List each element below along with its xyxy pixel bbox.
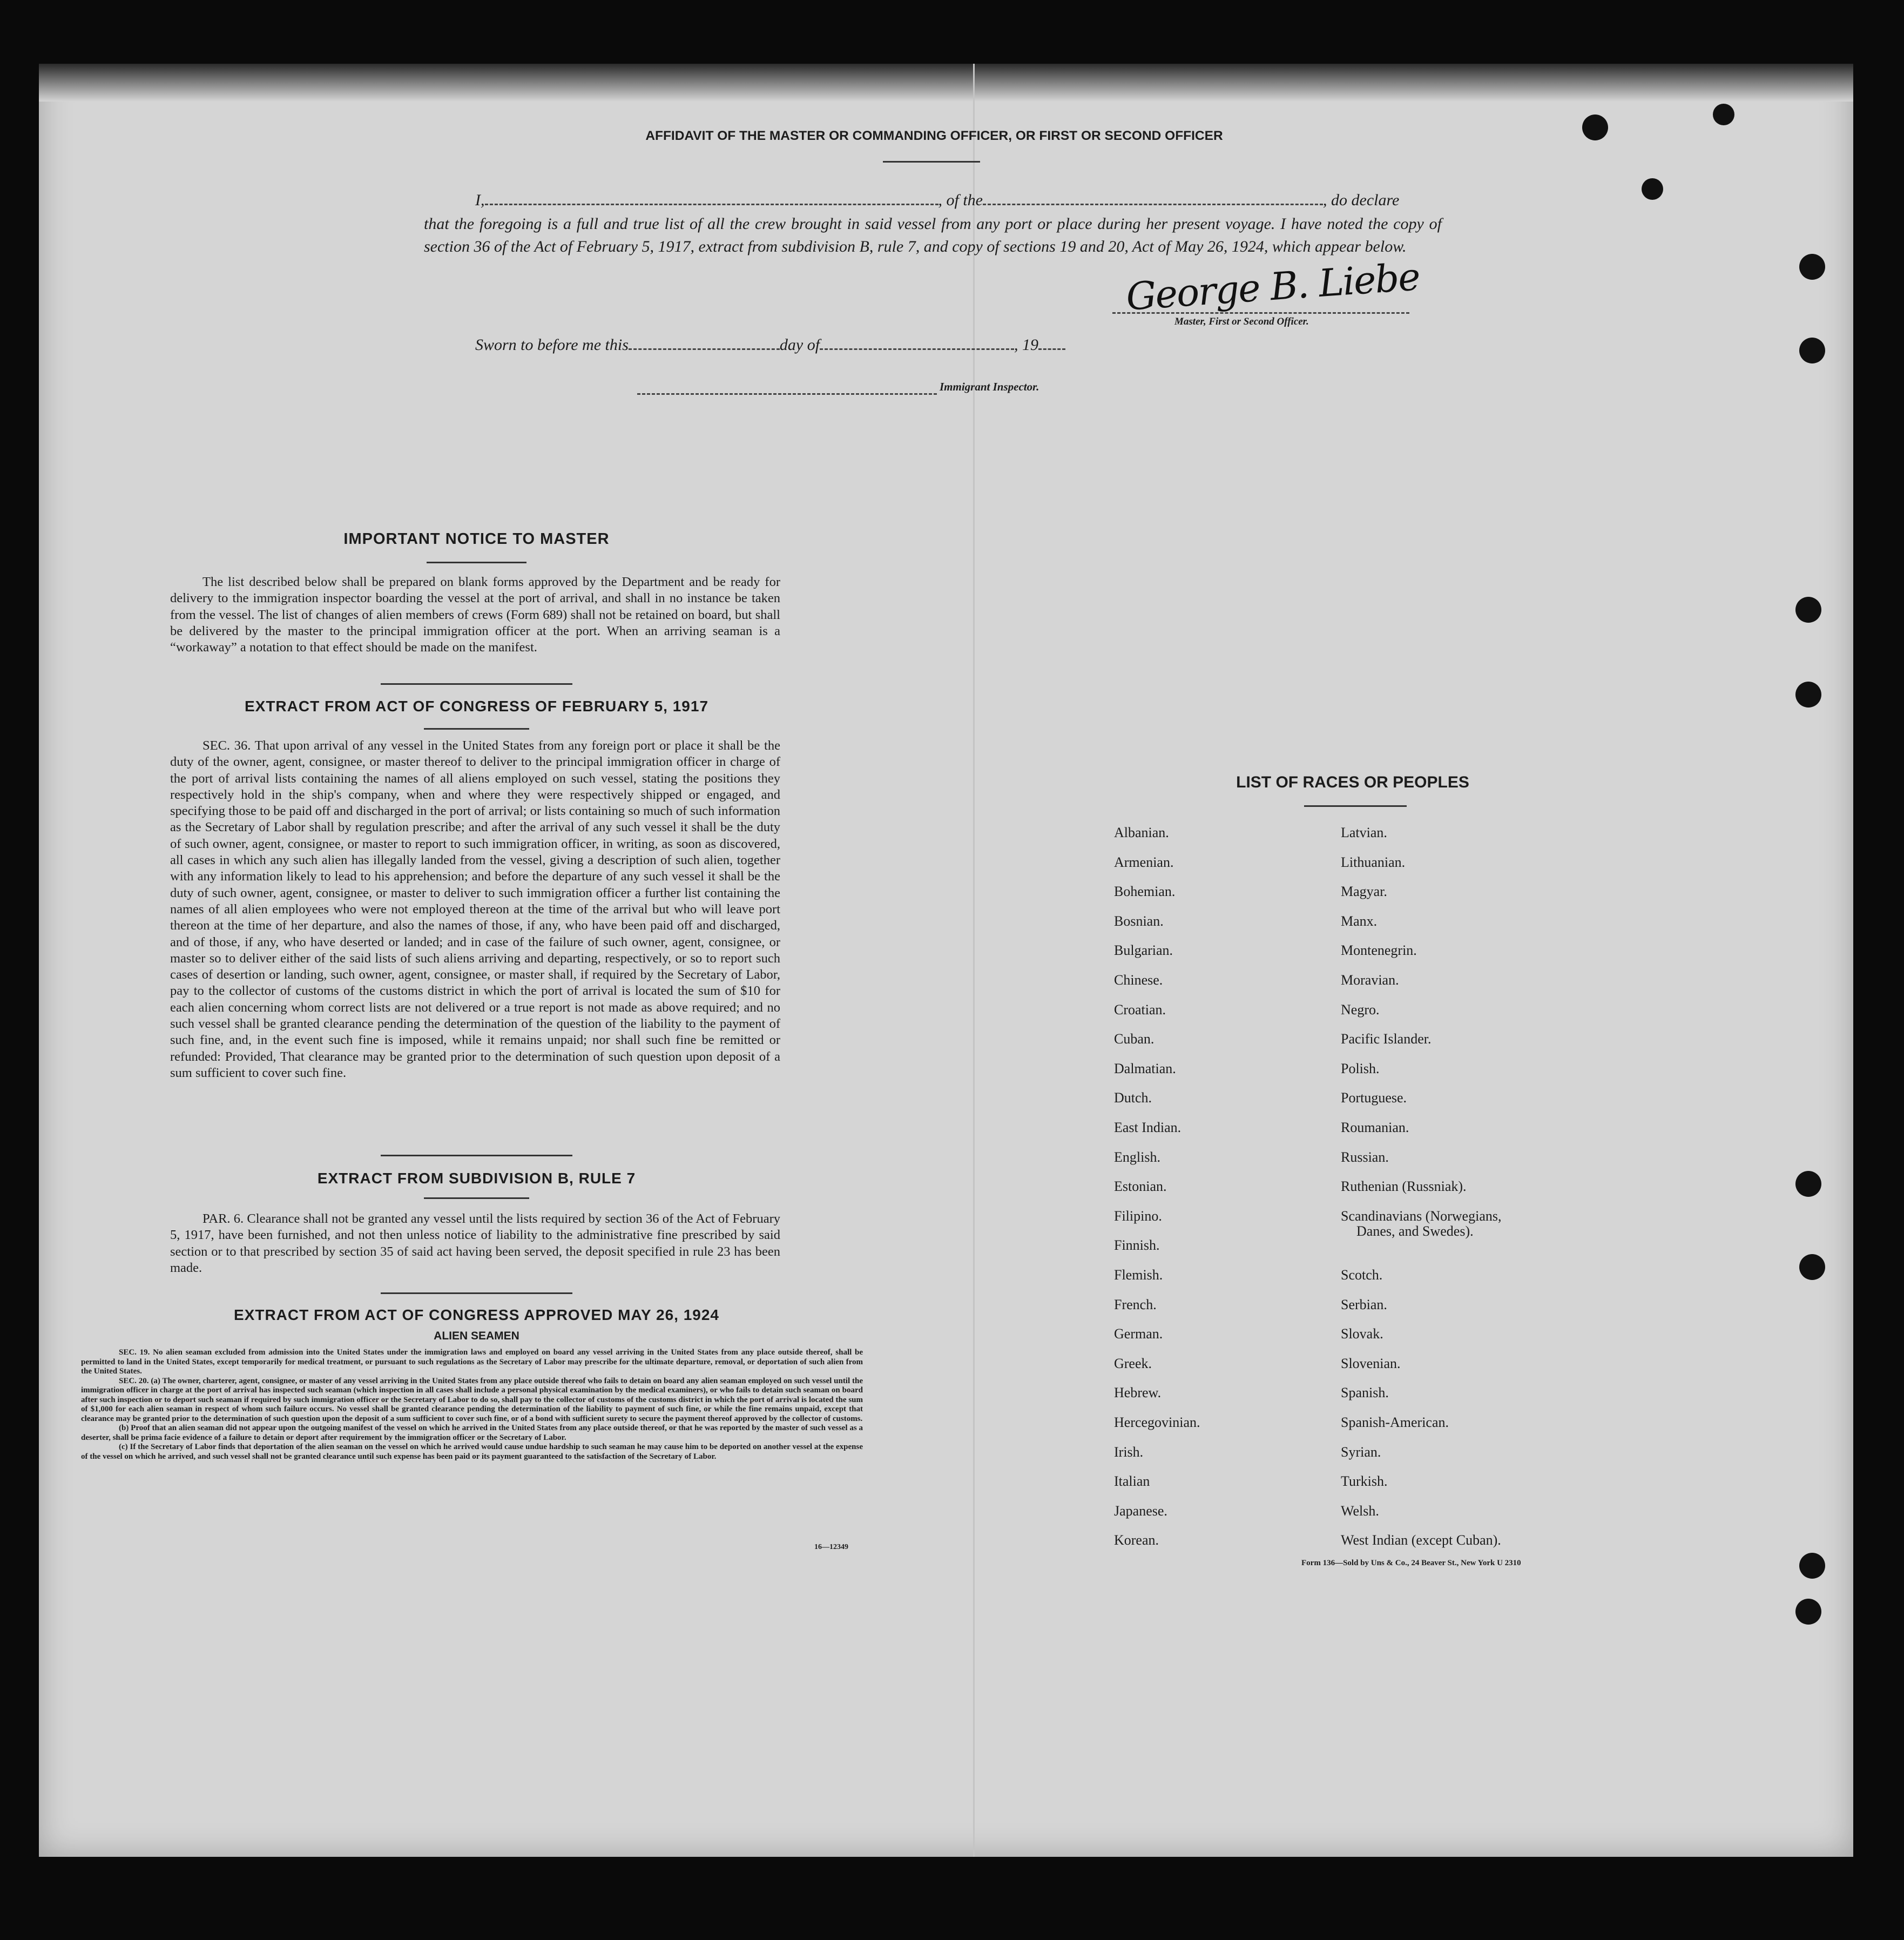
- race-item: Bulgarian.: [1114, 942, 1173, 959]
- binder-hole: [1795, 1171, 1821, 1197]
- sworn-prefix: Sworn to before me this: [475, 336, 629, 354]
- subdivision-rule: [424, 1197, 529, 1199]
- race-item: Spanish-American.: [1341, 1414, 1449, 1430]
- sworn-day-field[interactable]: [629, 338, 780, 350]
- race-item: Ruthenian (Russniak).: [1341, 1178, 1467, 1195]
- subdivision-end-rule: [381, 1292, 572, 1294]
- race-item: Croatian.: [1114, 1001, 1166, 1018]
- race-item: Latvian.: [1341, 825, 1387, 840]
- race-item: Flemish.: [1114, 1267, 1163, 1283]
- sworn-month-field[interactable]: [820, 338, 1014, 350]
- race-item: Greek.: [1114, 1355, 1152, 1371]
- officer-signature: George B. Liebe: [1124, 254, 1421, 319]
- binder-hole: [1642, 178, 1663, 200]
- vessel-field[interactable]: [983, 193, 1323, 205]
- race-item: Scandinavians (Norwegians,: [1341, 1208, 1502, 1224]
- race-item: Polish.: [1341, 1060, 1380, 1076]
- notice-text: The list described below shall be prepared on blank forms approved by the Department and be ready for delivery to the immigration inspector boarding the vessel at the port of arrival, and shall in no instance be taken from the vessel. The list of changes of alien members of crews (Form 689) shall not be retained on board, but shall be delivered by the master to the principal immigration officer at the port. When an arriving seaman is a “workaway” a notation to that effect should be made on the manifest.: [170, 575, 780, 655]
- sworn-day-of: day of: [779, 336, 820, 354]
- race-item: Finnish.: [1114, 1237, 1160, 1254]
- races-title: LIST OF RACES OR PEOPLES: [1236, 773, 1469, 791]
- race-item: East Indian.: [1114, 1120, 1181, 1135]
- sec19-text: SEC. 19. No alien seaman excluded from admission into the United States under the immigration laws and employed on board any vessel arriving in the United States from any place outside thereof, shall be permitted to land in the United States, except temporarily for medical treatment, or pursuant to such regulations as the Secretary of Labor may prescribe for the ultimate departure, removal, or deportation of such alien from the United States.: [81, 1348, 863, 1376]
- affidavit-i: I,: [475, 191, 485, 209]
- extract1917-end-rule: [381, 1155, 572, 1156]
- race-item: Chinese.: [1114, 972, 1163, 988]
- affidavit-title: AFFIDAVIT OF THE MASTER OR COMMANDING OFFICER, OR FIRST OR SECOND OFFICER: [645, 129, 1223, 143]
- inspector-caption: Immigrant Inspector.: [940, 380, 1039, 393]
- extract1924-subtitle: ALIEN SEAMEN: [434, 1330, 519, 1342]
- race-item: Danes, and Swedes).: [1356, 1223, 1474, 1239]
- race-item: Syrian.: [1341, 1444, 1381, 1460]
- signature-caption: Master, First or Second Officer.: [1174, 316, 1309, 327]
- sworn-year: , 19: [1014, 336, 1039, 354]
- sec20a-text: SEC. 20. (a) The owner, charterer, agent, consignee, or master of any vessel arriving in the United States from any place outside thereof who fails to detain on board any alien seaman employed on such vessel until the immigration officer in charge at the port of arrival has inspected such seaman (which inspection in all cases shall include a personal physical examination by the medical examiners), or who fails to detain such seaman on board after such inspection or to deport such seaman if required by such immigration officer or the Secretary of Labor to do so, shall pay to the collector of customs of the customs district in which the port of arrival is located the sum of $1,000 for each alien seaman in respect of whom such failure occurs. No vessel shall be granted clearance pending the determination of the liability to payment of such fine, or while the fine remains unpaid, except that clearance may be granted prior to the determination of such question upon the deposit of a sum sufficient to cover such fine, or of a bond with sufficient surety to secure the payment thereof approved by the collector of customs.: [81, 1376, 863, 1423]
- race-item: Albanian.: [1114, 825, 1169, 840]
- race-item: English.: [1114, 1149, 1160, 1165]
- print-code: 16—12349: [814, 1543, 848, 1551]
- subdivision-text: PAR. 6. Clearance shall not be granted any vessel until the lists required by section 36 of the Act of February 5, 1917, have been furnished, and not then unless notice of liability to the administrative fine prescribed by said section or to that prescribed by section 35 of said act having been served, the deposit specified in rule 23 has been made.: [170, 1211, 780, 1275]
- extract1924-title: EXTRACT FROM ACT OF CONGRESS APPROVED MAY 26, 1924: [234, 1306, 719, 1323]
- race-item: Montenegrin.: [1341, 942, 1417, 959]
- race-item: Hebrew.: [1114, 1385, 1162, 1401]
- extract1924-body: [81, 1348, 863, 1461]
- race-item: Russian.: [1341, 1149, 1389, 1165]
- races-rule: [1304, 805, 1407, 807]
- race-item: Serbian.: [1341, 1296, 1387, 1312]
- race-item: Hercegovinian.: [1114, 1414, 1200, 1430]
- race-item: Armenian.: [1114, 854, 1174, 870]
- race-item: Portuguese.: [1341, 1090, 1407, 1106]
- binder-hole: [1799, 1553, 1825, 1579]
- scan-shadow: [39, 64, 1853, 102]
- binder-hole: [1799, 338, 1825, 363]
- race-item: Cuban.: [1114, 1031, 1154, 1047]
- binder-hole: [1713, 104, 1734, 125]
- binder-hole: [1795, 1599, 1821, 1625]
- extract1917-rule: [424, 728, 529, 730]
- race-item: Negro.: [1341, 1001, 1380, 1018]
- race-item: French.: [1114, 1296, 1157, 1312]
- race-item: Moravian.: [1341, 972, 1399, 988]
- race-item: Dutch.: [1114, 1090, 1152, 1106]
- race-item: Welsh.: [1341, 1503, 1379, 1519]
- race-item: Bosnian.: [1114, 913, 1164, 929]
- race-item: Bohemian.: [1114, 884, 1176, 900]
- notice-rule: [427, 562, 526, 563]
- race-item: Scotch.: [1341, 1267, 1383, 1283]
- signature-line: [1112, 312, 1409, 314]
- affidavit-declare: , do declare: [1323, 191, 1400, 209]
- race-item: German.: [1114, 1326, 1163, 1342]
- extract1917-title: EXTRACT FROM ACT OF CONGRESS OF FEBRUARY 5, 1917: [244, 698, 709, 715]
- race-item: Magyar.: [1341, 884, 1387, 900]
- affidavit-text: that the foregoing is a full and true list of all the crew brought in said vessel from any port or place during her present voyage. I have noted the copy of section 36 of the Act of February 5, 1917, extract from subdivision B, rule 7, and copy of sections 19 and 20, Act of May 26, 1924, which appear below.: [424, 215, 1442, 255]
- affidavit-of: , of the: [938, 191, 983, 209]
- race-item: Pacific Islander.: [1341, 1031, 1432, 1047]
- race-item: Spanish.: [1341, 1385, 1389, 1401]
- binder-hole: [1582, 114, 1608, 140]
- race-item: West Indian (except Cuban).: [1341, 1532, 1501, 1548]
- race-item: Japanese.: [1114, 1503, 1167, 1519]
- binder-hole: [1799, 1254, 1825, 1280]
- race-item: Lithuanian.: [1341, 854, 1406, 870]
- race-item: Turkish.: [1341, 1473, 1388, 1490]
- extract1917-text: SEC. 36. That upon arrival of any vessel in the United States from any foreign port or place it shall be the duty of the owner, agent, consignee, or master thereof to deliver to the principal immigration officer in charge of the port of arrival lists containing the names of all aliens employed on such vessel, stating the positions they respectively hold in the ship's company, when and where they were respectively shipped or engaged, and specifying those to be paid off and discharged in the port of arrival; or lists containing so much of such information as the Secretary of Labor shall by regulation prescribe; and after the arrival of any such vessel it shall be the duty of such owner, agent, consignee, or master to report to such immigration officer, in writing, as soon as discovered, all cases in which any such alien has illegally landed from the vessel, giving a description of such alien, together with any information likely to lead to his apprehension; and before the departure of any such vessel it shall be the duty of such owner, agent, consignee, or master to deliver to such immigration officer a further list containing the names of all alien employees who were not employed thereon at the time of the arrival but who will leave port thereon at the time of her departure, and also the names of those, if any, who have been paid off and discharged, and of those, if any, who have deserted or landed; and in case of the failure of such owner, agent, consignee, or master so to deliver either of the said lists of such aliens arriving and departing, respectively, or so to report such cases of desertion or landing, such owner, agent, consignee, or master shall, if required by the Secretary of Labor, pay to the collector of customs of the customs district in which the port of arrival is located the sum of $10 for each alien concerning whom correct lists are not delivered or a true report is not made as above required; and no such vessel shall be granted clearance pending the determination of the question of the liability to the payment of such fine, and, in the event such fine is imposed, while it remains unpaid; nor shall such fine be remitted or refunded: Provided, That clearance may be granted prior to the determination of such question upon deposit of a sum sufficient to cover such fine.: [170, 738, 780, 1080]
- center-fold: [973, 64, 975, 1857]
- sworn-line: [475, 334, 1065, 356]
- inspector-line: [637, 393, 937, 395]
- race-item: Korean.: [1114, 1532, 1159, 1548]
- binder-hole: [1795, 597, 1821, 623]
- sec20c-text: (c) If the Secretary of Labor finds that deportation of the alien seaman on the vessel on which he arrived would cause undue hardship to such seaman he may cause him to be deported on another vessel at the expense of the vessel on which he arrived, and such vessel shall not be granted clearance until such expense has been paid or its payment guaranteed to the satisfaction of the Secretary of Labor.: [81, 1443, 863, 1461]
- form-footer: Form 136—Sold by Uns & Co., 24 Beaver St., New York U 2310: [1301, 1559, 1521, 1567]
- notice-end-rule: [381, 683, 572, 685]
- race-item: Slovak.: [1341, 1326, 1383, 1342]
- race-item: Dalmatian.: [1114, 1060, 1176, 1076]
- subdivision-title: EXTRACT FROM SUBDIVISION B, RULE 7: [317, 1170, 636, 1187]
- sec20b-text: (b) Proof that an alien seaman did not appear upon the outgoing manifest of the vessel on which he arrived in the United States from any place outside thereof, or that he was reported by the master of such vessel as a deserter, shall be prima facie evidence of a failure to detain or deport after requirement by the immigration officer or the Secretary of Labor.: [81, 1424, 863, 1442]
- race-item: Slovenian.: [1341, 1355, 1401, 1371]
- sworn-year-field[interactable]: [1038, 338, 1065, 350]
- binder-hole: [1799, 254, 1825, 280]
- name-field[interactable]: [485, 193, 939, 205]
- race-item: Filipino.: [1114, 1208, 1162, 1224]
- race-item: Estonian.: [1114, 1178, 1167, 1195]
- notice-title: IMPORTANT NOTICE TO MASTER: [343, 530, 610, 548]
- race-item: Roumanian.: [1341, 1120, 1409, 1135]
- binder-hole: [1795, 682, 1821, 708]
- affidavit-line1: [475, 189, 1442, 212]
- title-rule: [883, 161, 980, 163]
- race-item: Irish.: [1114, 1444, 1144, 1460]
- race-item: Manx.: [1341, 913, 1378, 929]
- race-item: Italian: [1114, 1473, 1150, 1490]
